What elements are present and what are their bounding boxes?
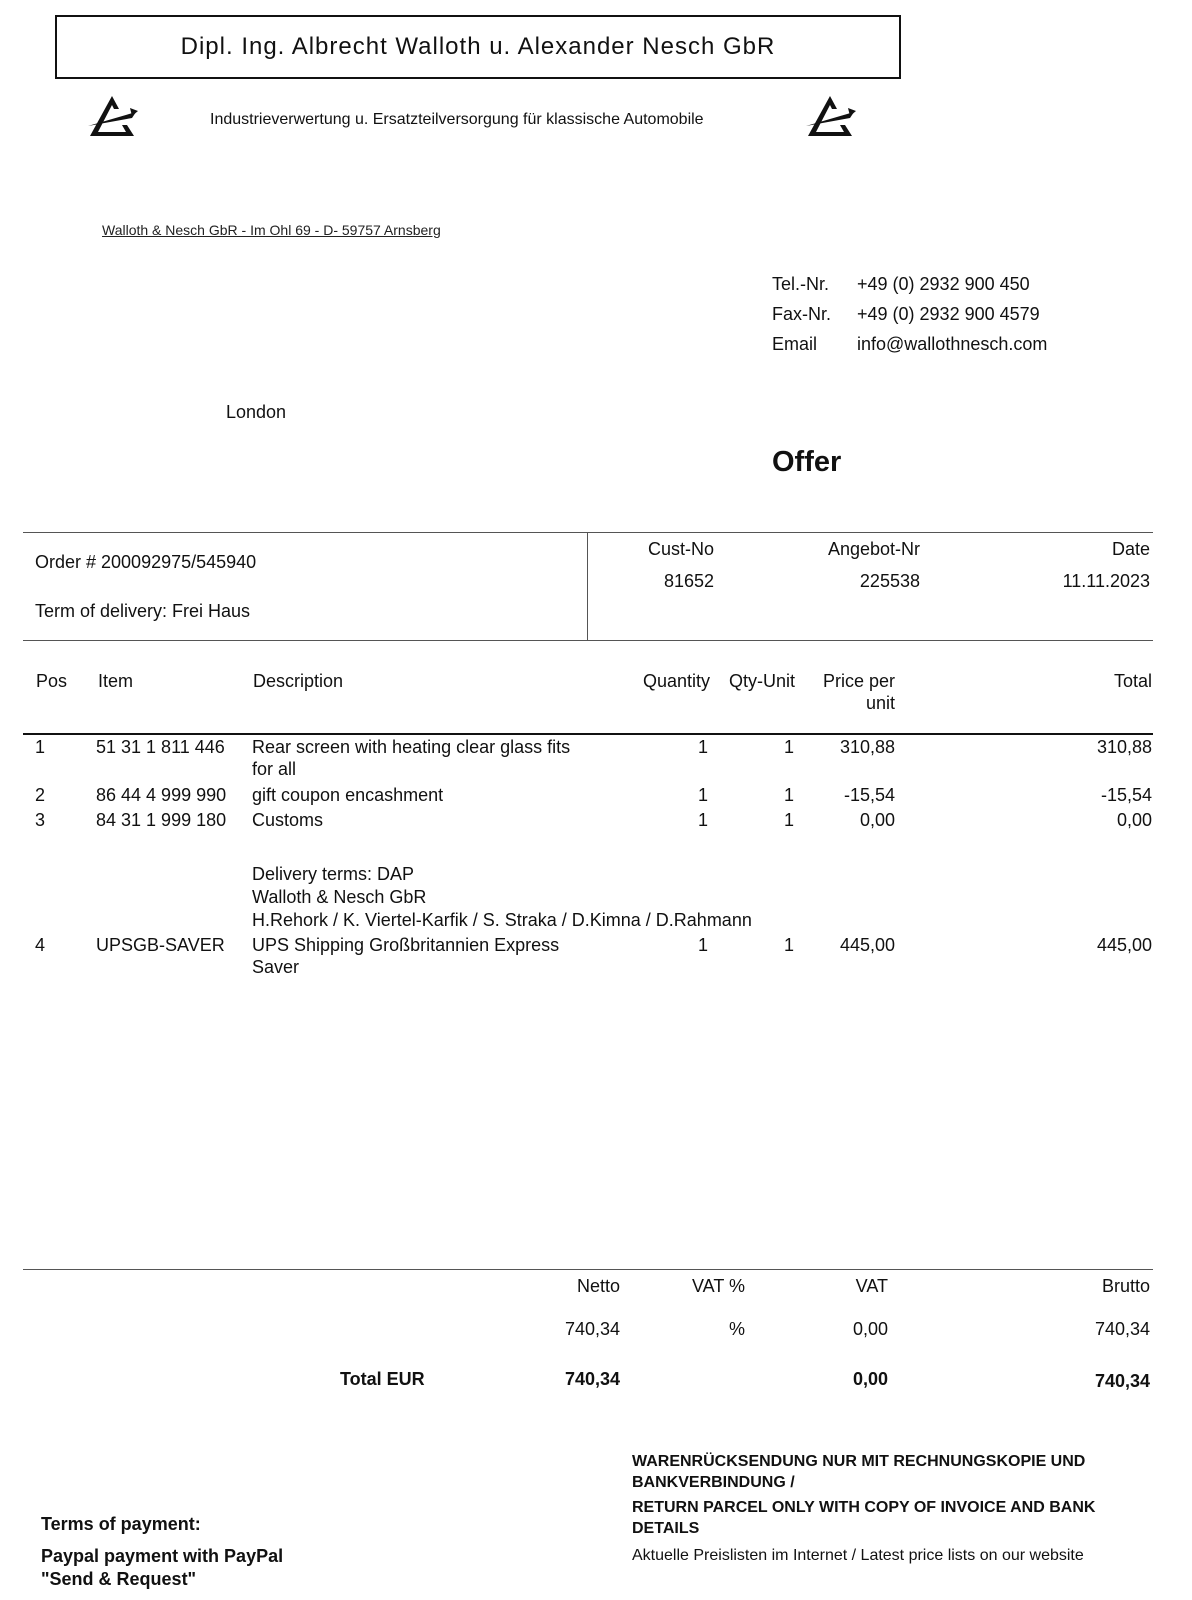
row-description: UPS Shipping Großbritannien Express: [252, 935, 560, 955]
row-quantity: 1: [697, 935, 708, 955]
delivery-note: Delivery terms: DAP: [252, 864, 415, 884]
row-price: 445,00: [839, 935, 895, 955]
row-qty-unit: 1: [783, 810, 794, 830]
company-name: Dipl. Ing. Albrecht Walloth u. Alexander Nesch GbR: [180, 33, 776, 60]
total-eur-label: Total EUR: [340, 1369, 425, 1389]
row-description-cont: for all: [252, 759, 297, 779]
row-qty-unit: 1: [783, 737, 794, 757]
divider-vertical: [587, 532, 588, 640]
company-logo-icon-right: [804, 92, 856, 138]
col-header-price-per: Price per: [822, 671, 895, 691]
row-qty-unit: 1: [783, 935, 794, 955]
terms-of-payment-line: Paypal payment with PayPal: [41, 1546, 284, 1566]
brutto-label: Brutto: [1101, 1276, 1150, 1296]
col-header-qty-unit: Qty-Unit: [728, 671, 795, 691]
brutto-value: 740,34: [1094, 1319, 1150, 1339]
col-header-price-unit: unit: [865, 693, 895, 713]
row-total: -15,54: [1100, 785, 1152, 805]
col-header-pos: Pos: [36, 671, 68, 691]
row-description: gift coupon encashment: [252, 785, 444, 805]
row-item: 84 31 1 999 180: [96, 810, 227, 830]
netto-label: Netto: [576, 1276, 620, 1296]
row-description-cont: Saver: [252, 957, 300, 977]
cust-no-value: 81652: [663, 571, 714, 591]
row-pos: 2: [35, 785, 46, 805]
col-header-total: Total: [1113, 671, 1152, 691]
row-pos: 1: [35, 737, 46, 757]
row-pos: 3: [35, 810, 46, 830]
recipient-city: London: [226, 402, 287, 422]
price-lists-note: Aktuelle Preislisten im Internet / Latest price lists on our website: [632, 1547, 1084, 1564]
row-description: Rear screen with heating clear glass fits: [252, 737, 571, 757]
netto-value: 740,34: [564, 1319, 620, 1339]
order-number: Order # 200092975/545940: [35, 552, 257, 572]
row-quantity: 1: [697, 737, 708, 757]
row-price: 310,88: [839, 737, 895, 757]
row-price: -15,54: [843, 785, 895, 805]
delivery-note: Walloth & Nesch GbR: [252, 887, 427, 907]
col-header-quantity: Quantity: [642, 671, 710, 691]
email-label: Email: [772, 334, 818, 354]
row-item: 51 31 1 811 446: [96, 737, 225, 757]
terms-of-payment-line: "Send & Request": [41, 1569, 197, 1589]
date-label: Date: [1111, 539, 1150, 559]
return-notice-de-cont: BANKVERBINDUNG /: [632, 1474, 795, 1491]
email-value: info@wallothnesch.com: [857, 334, 1048, 354]
divider: [23, 532, 1153, 533]
row-total: 0,00: [1116, 810, 1152, 830]
offer-no-value: 225538: [859, 571, 920, 591]
row-total: 310,88: [1096, 737, 1152, 757]
delivery-note: H.Rehork / K. Viertel-Karfik / S. Straka / D.Kimna / D.Rahmann: [252, 910, 752, 930]
return-notice-en-cont: DETAILS: [632, 1520, 700, 1537]
tel-label: Tel.-Nr.: [772, 274, 830, 294]
fax-value: +49 (0) 2932 900 4579: [857, 304, 1040, 324]
row-description: Customs: [252, 810, 324, 830]
row-item: 86 44 4 999 990: [96, 785, 227, 805]
vat-pct-label: VAT %: [691, 1276, 745, 1296]
return-notice-en: RETURN PARCEL ONLY WITH COPY OF INVOICE AND BANK: [632, 1499, 1096, 1516]
totals-divider: [23, 1269, 1153, 1270]
row-qty-unit: 1: [783, 785, 794, 805]
vat-pct-value: %: [728, 1319, 745, 1339]
total-brutto: 740,34: [1094, 1371, 1150, 1391]
row-quantity: 1: [697, 785, 708, 805]
row-total: 445,00: [1096, 935, 1152, 955]
tel-value: +49 (0) 2932 900 450: [857, 274, 1030, 294]
sender-address: Walloth & Nesch GbR - Im Ohl 69 - D- 59757 Arnsberg: [102, 222, 441, 238]
row-quantity: 1: [697, 810, 708, 830]
company-name-box: [55, 15, 901, 79]
row-pos: 4: [35, 935, 46, 955]
col-header-description: Description: [253, 671, 344, 691]
document-title: Offer: [772, 446, 842, 478]
terms-of-payment-label: Terms of payment:: [41, 1514, 201, 1534]
total-vat: 0,00: [852, 1369, 888, 1389]
col-header-item: Item: [98, 671, 134, 691]
company-logo-icon: [86, 92, 138, 138]
term-of-delivery: Term of delivery: Frei Haus: [35, 601, 251, 621]
vat-label: VAT: [855, 1276, 888, 1296]
date-value: 11.11.2023: [1062, 571, 1150, 591]
total-netto: 740,34: [564, 1369, 620, 1389]
row-price: 0,00: [859, 810, 895, 830]
offer-no-label: Angebot-Nr: [827, 539, 920, 559]
vat-value: 0,00: [852, 1319, 888, 1339]
company-tagline: Industrieverwertung u. Ersatzteilversorgung für klassische Automobile: [210, 111, 704, 128]
cust-no-label: Cust-No: [647, 539, 714, 559]
table-header-divider: [23, 733, 1153, 735]
row-item: UPSGB-SAVER: [96, 935, 225, 955]
divider: [23, 640, 1153, 641]
return-notice-de: WARENRÜCKSENDUNG NUR MIT RECHNUNGSKOPIE UND: [632, 1453, 1086, 1470]
fax-label: Fax-Nr.: [772, 304, 832, 324]
